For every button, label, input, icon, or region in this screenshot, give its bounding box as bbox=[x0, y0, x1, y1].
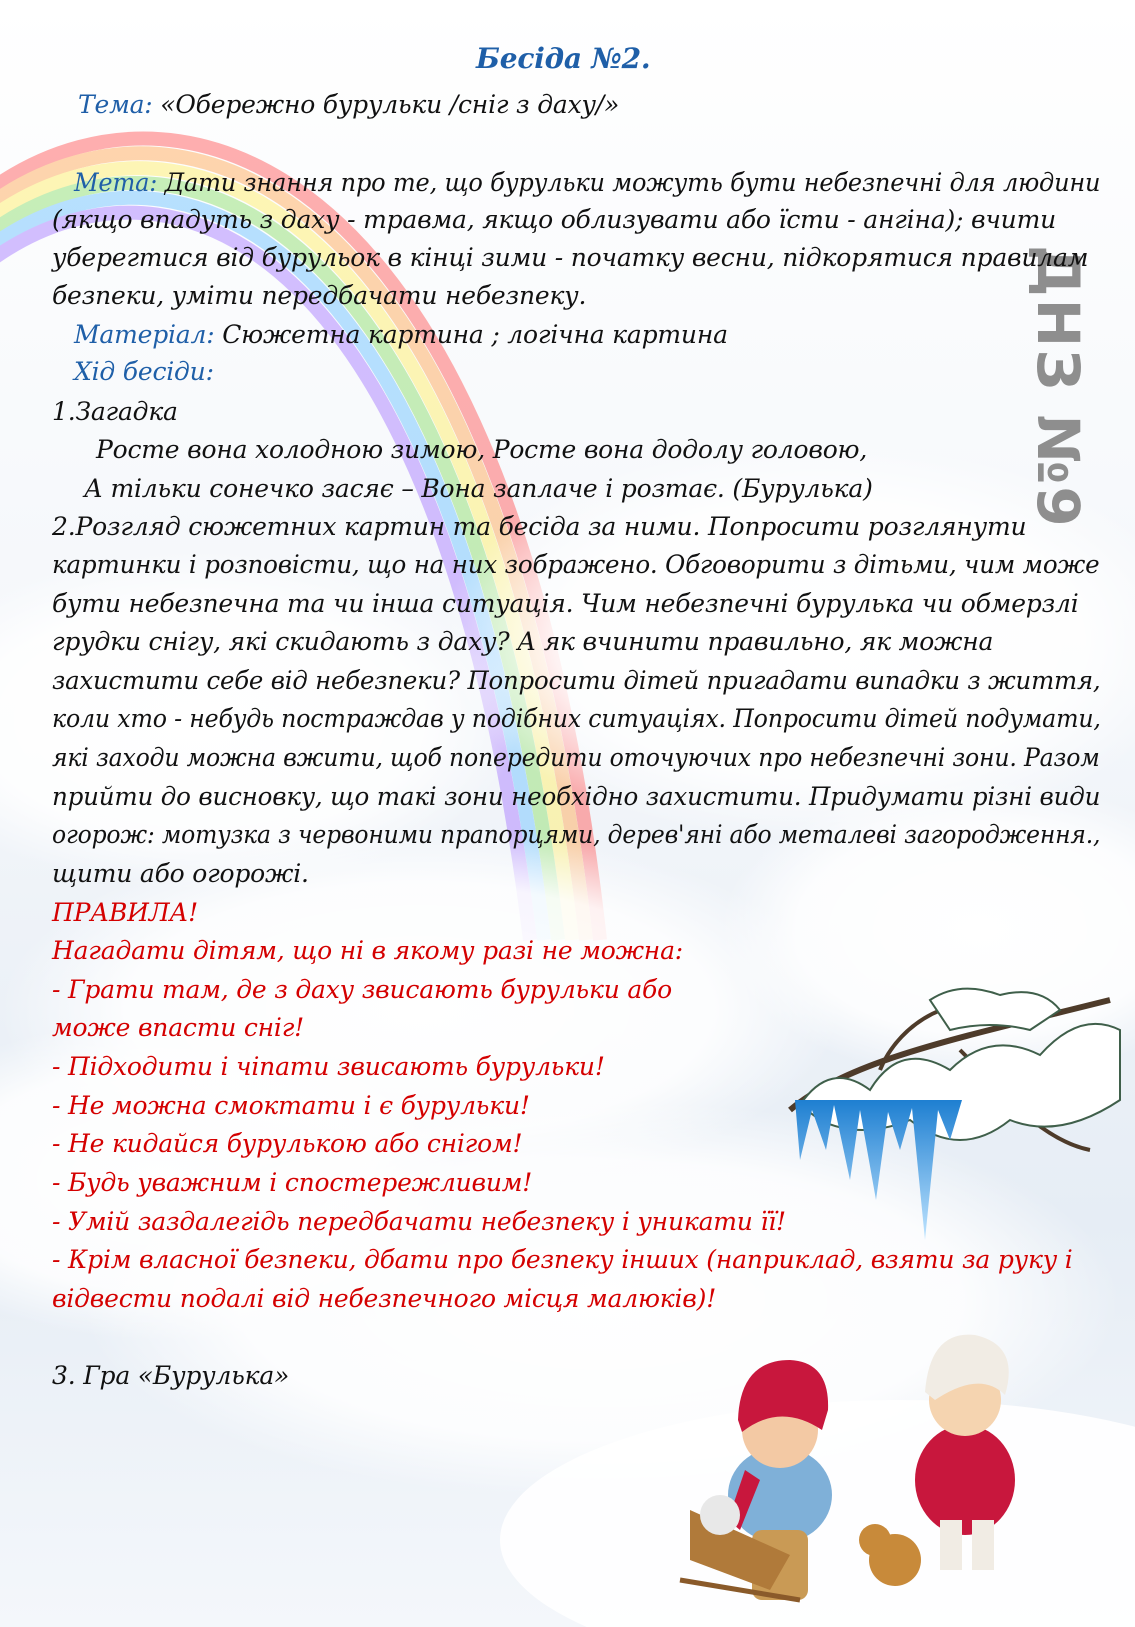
goal-line-3: уберегтися від бурульок в кінці зими - початку весни, підкорятися правилам bbox=[52, 243, 1089, 272]
discussion-line: грудки снігу, які скидають з даху? А як вчинити правильно, як можна bbox=[52, 627, 994, 656]
game-heading: 3. Гра «Бурулька» bbox=[52, 1361, 290, 1390]
rules-line: - Підходити і чіпати звисають бурульки! bbox=[52, 1052, 605, 1081]
material-text: Сюжетна картина ; логічна картина bbox=[222, 320, 728, 349]
discussion-line: коли хто - небудь постраждав у подібних ситуаціях. Попросити дітей подумати, bbox=[52, 704, 1101, 733]
course-label: Хід бесіди: bbox=[74, 357, 214, 386]
theme-line bbox=[78, 90, 619, 119]
discussion-line: бути небезпечна та чи інша ситуація. Чим небезпечні бурулька чи обмерзлі bbox=[52, 589, 1079, 618]
goal-line-4: безпеки, уміти передбачати небезпеку. bbox=[52, 281, 587, 310]
rules-line: відвести подалі від небезпечного місця малюків)! bbox=[52, 1284, 717, 1313]
page-title: Бесіда №2. bbox=[476, 42, 651, 75]
discussion-line: прийти до висновку, що такі зони необхідно захистити. Придумати різні види bbox=[52, 782, 1101, 811]
riddle-line-1: Росте вона холодною зимою, Росте вона додолу головою, bbox=[96, 435, 868, 464]
riddle-heading: 1.Загадка bbox=[52, 397, 178, 426]
goal-label: Мета: bbox=[74, 168, 158, 197]
rules-line: - Грати там, де з даху звисають бурульки або bbox=[52, 975, 672, 1004]
discussion-line: захистити себе від небезпеки? Попросити дітей пригадати випадки з життя, bbox=[52, 666, 1101, 695]
rules-line: - Будь уважним і спостережливим! bbox=[52, 1168, 533, 1197]
rules-line: - Не можна смоктати і є бурульки! bbox=[52, 1091, 530, 1120]
theme-text: «Обережно бурульки /сніг з даху/» bbox=[160, 90, 620, 119]
discussion-line: 2.Розгляд сюжетних картин та бесіда за ними. Попросити розглянути bbox=[52, 512, 1027, 541]
discussion-line: огорож: мотузка з червоними прапорцями, дерев'яні або металеві загородження., bbox=[52, 820, 1101, 849]
riddle-line-2: А тільки сонечко засяє – Вона заплаче і розтає. (Бурулька) bbox=[84, 474, 873, 503]
rules-line: - Умій заздалегідь передбачати небезпеку і уникати її! bbox=[52, 1207, 786, 1236]
goal-line-1 bbox=[74, 168, 1100, 197]
rules-line: Нагадати дітям, що ні в якому разі не можна: bbox=[52, 936, 683, 965]
discussion-line: щити або огорожі. bbox=[52, 859, 309, 888]
discussion-line: картинки і розповісти, що на них зображено. Обговорити з дітьми, чим може bbox=[52, 550, 1100, 579]
rules-line: - Не кидайся бурулькою або снігом! bbox=[52, 1129, 523, 1158]
theme-label: Тема: bbox=[78, 90, 153, 119]
goal-line-2: (якщо впадуть з даху - травма, якщо облизувати або їсти - ангіна); вчити bbox=[52, 205, 1056, 234]
rules-heading: ПРАВИЛА! bbox=[52, 898, 198, 927]
goal-text-1: Дати знання про те, що бурульки можуть бути небезпечні для людини bbox=[164, 168, 1101, 197]
rules-line: може впасти сніг! bbox=[52, 1013, 304, 1042]
watermark-text: ДНЗ №9 bbox=[1024, 245, 1092, 529]
material-label: Матеріал: bbox=[74, 320, 215, 349]
material-line bbox=[74, 320, 728, 349]
rules-line: - Крім власної безпеки, дбати про безпеку інших (наприклад, взяти за руку і bbox=[52, 1245, 1073, 1274]
discussion-line: які заходи можна вжити, щоб попередити оточуючих про небезпечні зони. Разом bbox=[52, 743, 1100, 772]
